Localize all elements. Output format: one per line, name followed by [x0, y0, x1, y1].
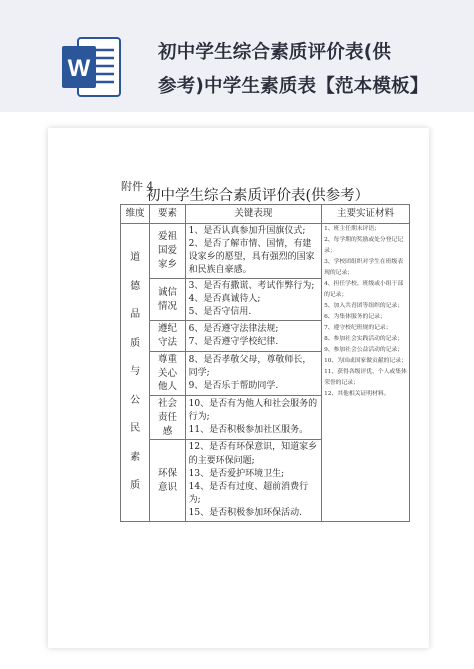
page-title-line-2: 参考)中学生素质表【范本模板】 [158, 76, 429, 97]
column-header-dimension: 维度 [121, 205, 150, 224]
performance-item: 14、是否有过度、超前消费行为; [188, 481, 309, 505]
dimension-char: 与 [130, 366, 141, 378]
word-document-icon [60, 34, 122, 100]
element-text: 爱祖 [157, 231, 177, 243]
page-title-line-1: 初中学生综合素质评价表(供 [158, 42, 392, 63]
element-text: 诚信 [157, 286, 177, 298]
element-cell [150, 321, 185, 352]
evaluation-table [120, 204, 410, 522]
performance-item: 4、是否真诚待人; [188, 294, 261, 305]
document-page [48, 128, 429, 648]
element-text: 社会 [157, 398, 177, 410]
element-cell [150, 279, 185, 321]
element-text: 环保 [157, 467, 177, 479]
element-text: 尊重 [157, 353, 177, 365]
performance-item: 9、是否乐于帮助同学. [188, 381, 279, 392]
material-item: 9、参加社会公益活动的记录； [324, 347, 404, 353]
performance-cell [185, 396, 321, 440]
element-text: 感 [162, 425, 173, 437]
performance-item: 11、是否积极参加社区服务。 [188, 425, 309, 436]
element-text: 责任 [157, 411, 177, 423]
performance-cell [185, 224, 321, 279]
performance-cell [185, 440, 321, 521]
material-item: 6、为集体服务的记录； [324, 314, 386, 320]
element-text: 遵纪 [157, 323, 177, 335]
performance-item: 12、是否有环保意识，知道家乡的主要环保问题; [188, 442, 318, 466]
element-text: 国爱 [157, 245, 177, 257]
column-header-element: 要素 [150, 205, 185, 224]
material-item: 1、班主任期末评语； [324, 226, 380, 232]
column-header-materials: 主要实证材料 [322, 205, 410, 224]
table-header-row [121, 205, 410, 224]
dimension-char: 素 [130, 451, 141, 463]
element-text: 情况 [157, 300, 177, 312]
performance-item: 2、是否了解市情、国情，有建设家乡的愿望，具有强烈的国家和民族自豪感。 [188, 239, 315, 276]
element-cell [150, 351, 185, 395]
dimension-char: 质 [130, 480, 141, 492]
dimension-char: 公 [130, 394, 141, 406]
element-text: 守法 [157, 337, 177, 349]
dimension-char: 德 [130, 280, 141, 292]
dimension-char: 道 [130, 252, 141, 264]
dimension-char: 质 [130, 337, 141, 349]
material-item: 10、为国或国家做贡献的记录； [324, 358, 407, 364]
element-cell [150, 396, 185, 440]
svg-text:W: W [67, 55, 91, 82]
element-text: 他人 [157, 381, 177, 393]
element-cell [150, 440, 185, 521]
performance-item: 1、是否认真参加升国旗仪式; [188, 226, 306, 236]
element-text: 关心 [157, 367, 177, 379]
performance-item: 3、是否有撒谎、考试作弊行为; [188, 281, 315, 292]
material-item: 11、获得各级评优、个人或集体荣誉的记录； [324, 369, 407, 386]
performance-item: 13、是否爱护环境卫生; [188, 468, 285, 479]
performance-cell [185, 321, 321, 352]
dimension-cell [121, 224, 150, 522]
performance-item: 8、是否孝敬父母，尊敬师长，同学; [188, 354, 312, 378]
performance-item: 15、是否积极参加环保活动. [188, 507, 302, 518]
performance-cell [185, 279, 321, 321]
material-item: 7、遵守校纪班规的记录； [324, 325, 392, 331]
performance-item: 7、是否遵守学校纪律. [188, 337, 279, 348]
document-title: 初中学生综合素质评价表(供参考） [146, 188, 370, 204]
element-text: 意识 [157, 481, 177, 493]
material-item: 5、加入共青团等组织的记录； [324, 303, 404, 309]
dimension-char: 民 [130, 423, 141, 435]
element-text: 家乡 [157, 258, 177, 270]
dimension-char: 品 [130, 309, 141, 321]
material-item: 3、学校团组织对学生在班级表现的记录； [324, 259, 404, 276]
element-cell [150, 224, 185, 279]
column-header-performance: 关键表现 [185, 205, 321, 224]
attachment-label: 附件 4 [121, 180, 154, 193]
performance-item: 10、是否有为他人和社会服务的行为; [188, 399, 318, 423]
material-item: 2、每学期的奖励或处分登记记录； [324, 237, 404, 254]
material-item: 8、参加社会实践活动的记录； [324, 336, 404, 342]
materials-cell [322, 224, 410, 522]
material-item: 4、担任学校、班级或小组干部的记录； [324, 281, 404, 298]
header-banner [0, 0, 474, 112]
performance-item: 6、是否遵守法律法规; [188, 324, 279, 335]
table-row [121, 224, 410, 279]
performance-cell [185, 351, 321, 395]
performance-item: 5、是否守信用. [188, 307, 252, 318]
material-item: 12、其他相关证明材料。 [324, 391, 390, 397]
